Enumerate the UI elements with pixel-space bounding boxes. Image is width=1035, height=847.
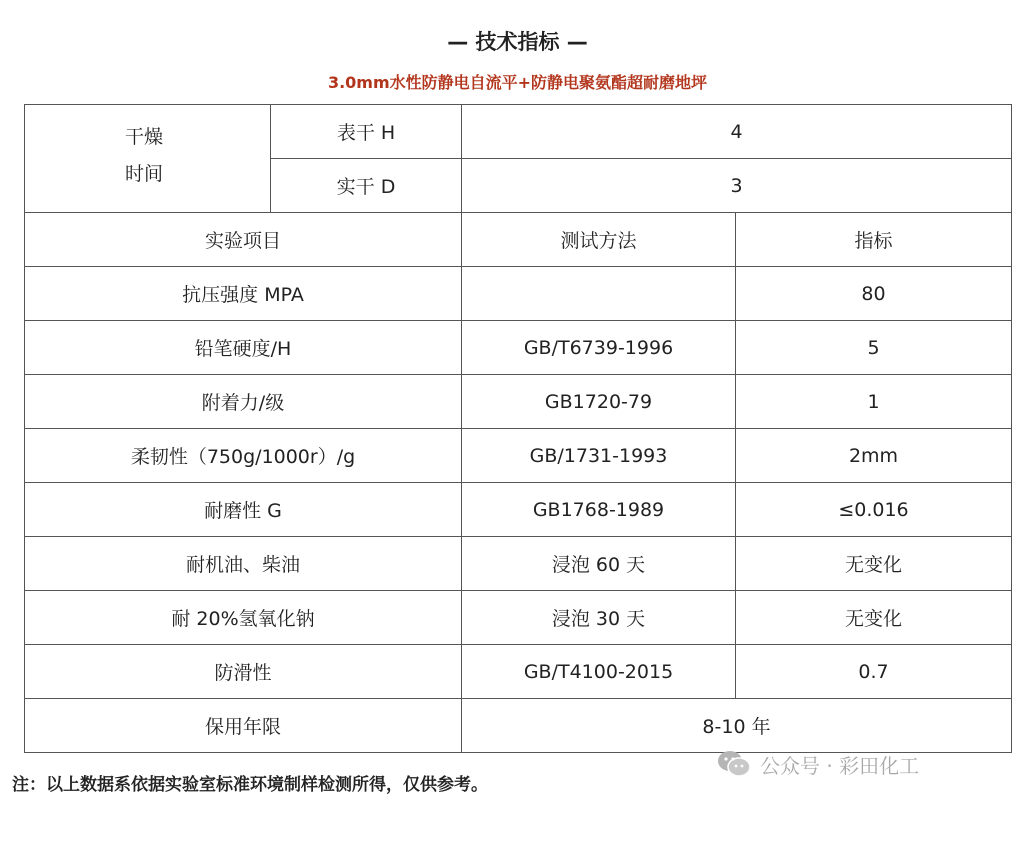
header-method: 测试方法 bbox=[462, 213, 736, 267]
page-title: — 技术指标 — bbox=[447, 30, 588, 54]
table-row bbox=[25, 429, 1012, 483]
row-item: 附着力/级 bbox=[25, 375, 462, 429]
row-value: 5 bbox=[736, 321, 1012, 375]
row-item: 耐 20%氢氧化钠 bbox=[25, 591, 462, 645]
row-method: GB/T6739-1996 bbox=[462, 321, 736, 375]
row-value: 1 bbox=[736, 375, 1012, 429]
wechat-icon bbox=[716, 749, 752, 779]
dry-time-surface-label: 表干 H bbox=[271, 105, 462, 159]
table-row bbox=[25, 483, 1012, 537]
dry-time-hard-value: 3 bbox=[462, 159, 1012, 213]
row-item: 铅笔硬度/H bbox=[25, 321, 462, 375]
table-row bbox=[25, 537, 1012, 591]
dry-time-hard-label: 实干 D bbox=[271, 159, 462, 213]
row-item: 耐磨性 G bbox=[25, 483, 462, 537]
row-value: ≤0.016 bbox=[736, 483, 1012, 537]
row-value: 2mm bbox=[736, 429, 1012, 483]
table-header-row bbox=[25, 213, 1012, 267]
table-row bbox=[25, 645, 1012, 699]
table-row bbox=[25, 321, 1012, 375]
watermark-text: 公众号 · 彩田化工 bbox=[760, 753, 920, 778]
product-subtitle: 3.0mm水性防静电自流平+防静电聚氨酯超耐磨地坪 bbox=[327, 73, 708, 92]
row-item: 柔韧性（750g/1000r）/g bbox=[25, 429, 462, 483]
spec-table bbox=[24, 104, 1012, 753]
row-method: GB/T4100-2015 bbox=[462, 645, 736, 699]
row-method bbox=[462, 267, 736, 321]
table-row bbox=[25, 699, 1012, 753]
warranty-label: 保用年限 bbox=[25, 699, 462, 753]
dry-time-label: 干燥 时间 bbox=[25, 105, 271, 213]
row-value: 无变化 bbox=[736, 591, 1012, 645]
watermark bbox=[716, 749, 919, 779]
row-method: 浸泡 60 天 bbox=[462, 537, 736, 591]
row-value: 80 bbox=[736, 267, 1012, 321]
row-item: 抗压强度 MPA bbox=[25, 267, 462, 321]
row-method: GB1720-79 bbox=[462, 375, 736, 429]
header-value: 指标 bbox=[736, 213, 1012, 267]
row-value: 无变化 bbox=[736, 537, 1012, 591]
header-item: 实验项目 bbox=[25, 213, 462, 267]
row-method: GB1768-1989 bbox=[462, 483, 736, 537]
table-row bbox=[25, 105, 1012, 159]
dry-time-surface-value: 4 bbox=[462, 105, 1012, 159]
table-row bbox=[25, 375, 1012, 429]
warranty-value: 8-10 年 bbox=[462, 699, 1012, 753]
table-row bbox=[25, 267, 1012, 321]
row-item: 防滑性 bbox=[25, 645, 462, 699]
footnote: 注：以上数据系依据实验室标准环境制样检测所得，仅供参考。 bbox=[12, 775, 488, 795]
row-item: 耐机油、柴油 bbox=[25, 537, 462, 591]
row-method: GB/1731-1993 bbox=[462, 429, 736, 483]
row-value: 0.7 bbox=[736, 645, 1012, 699]
table-row bbox=[25, 591, 1012, 645]
row-method: 浸泡 30 天 bbox=[462, 591, 736, 645]
